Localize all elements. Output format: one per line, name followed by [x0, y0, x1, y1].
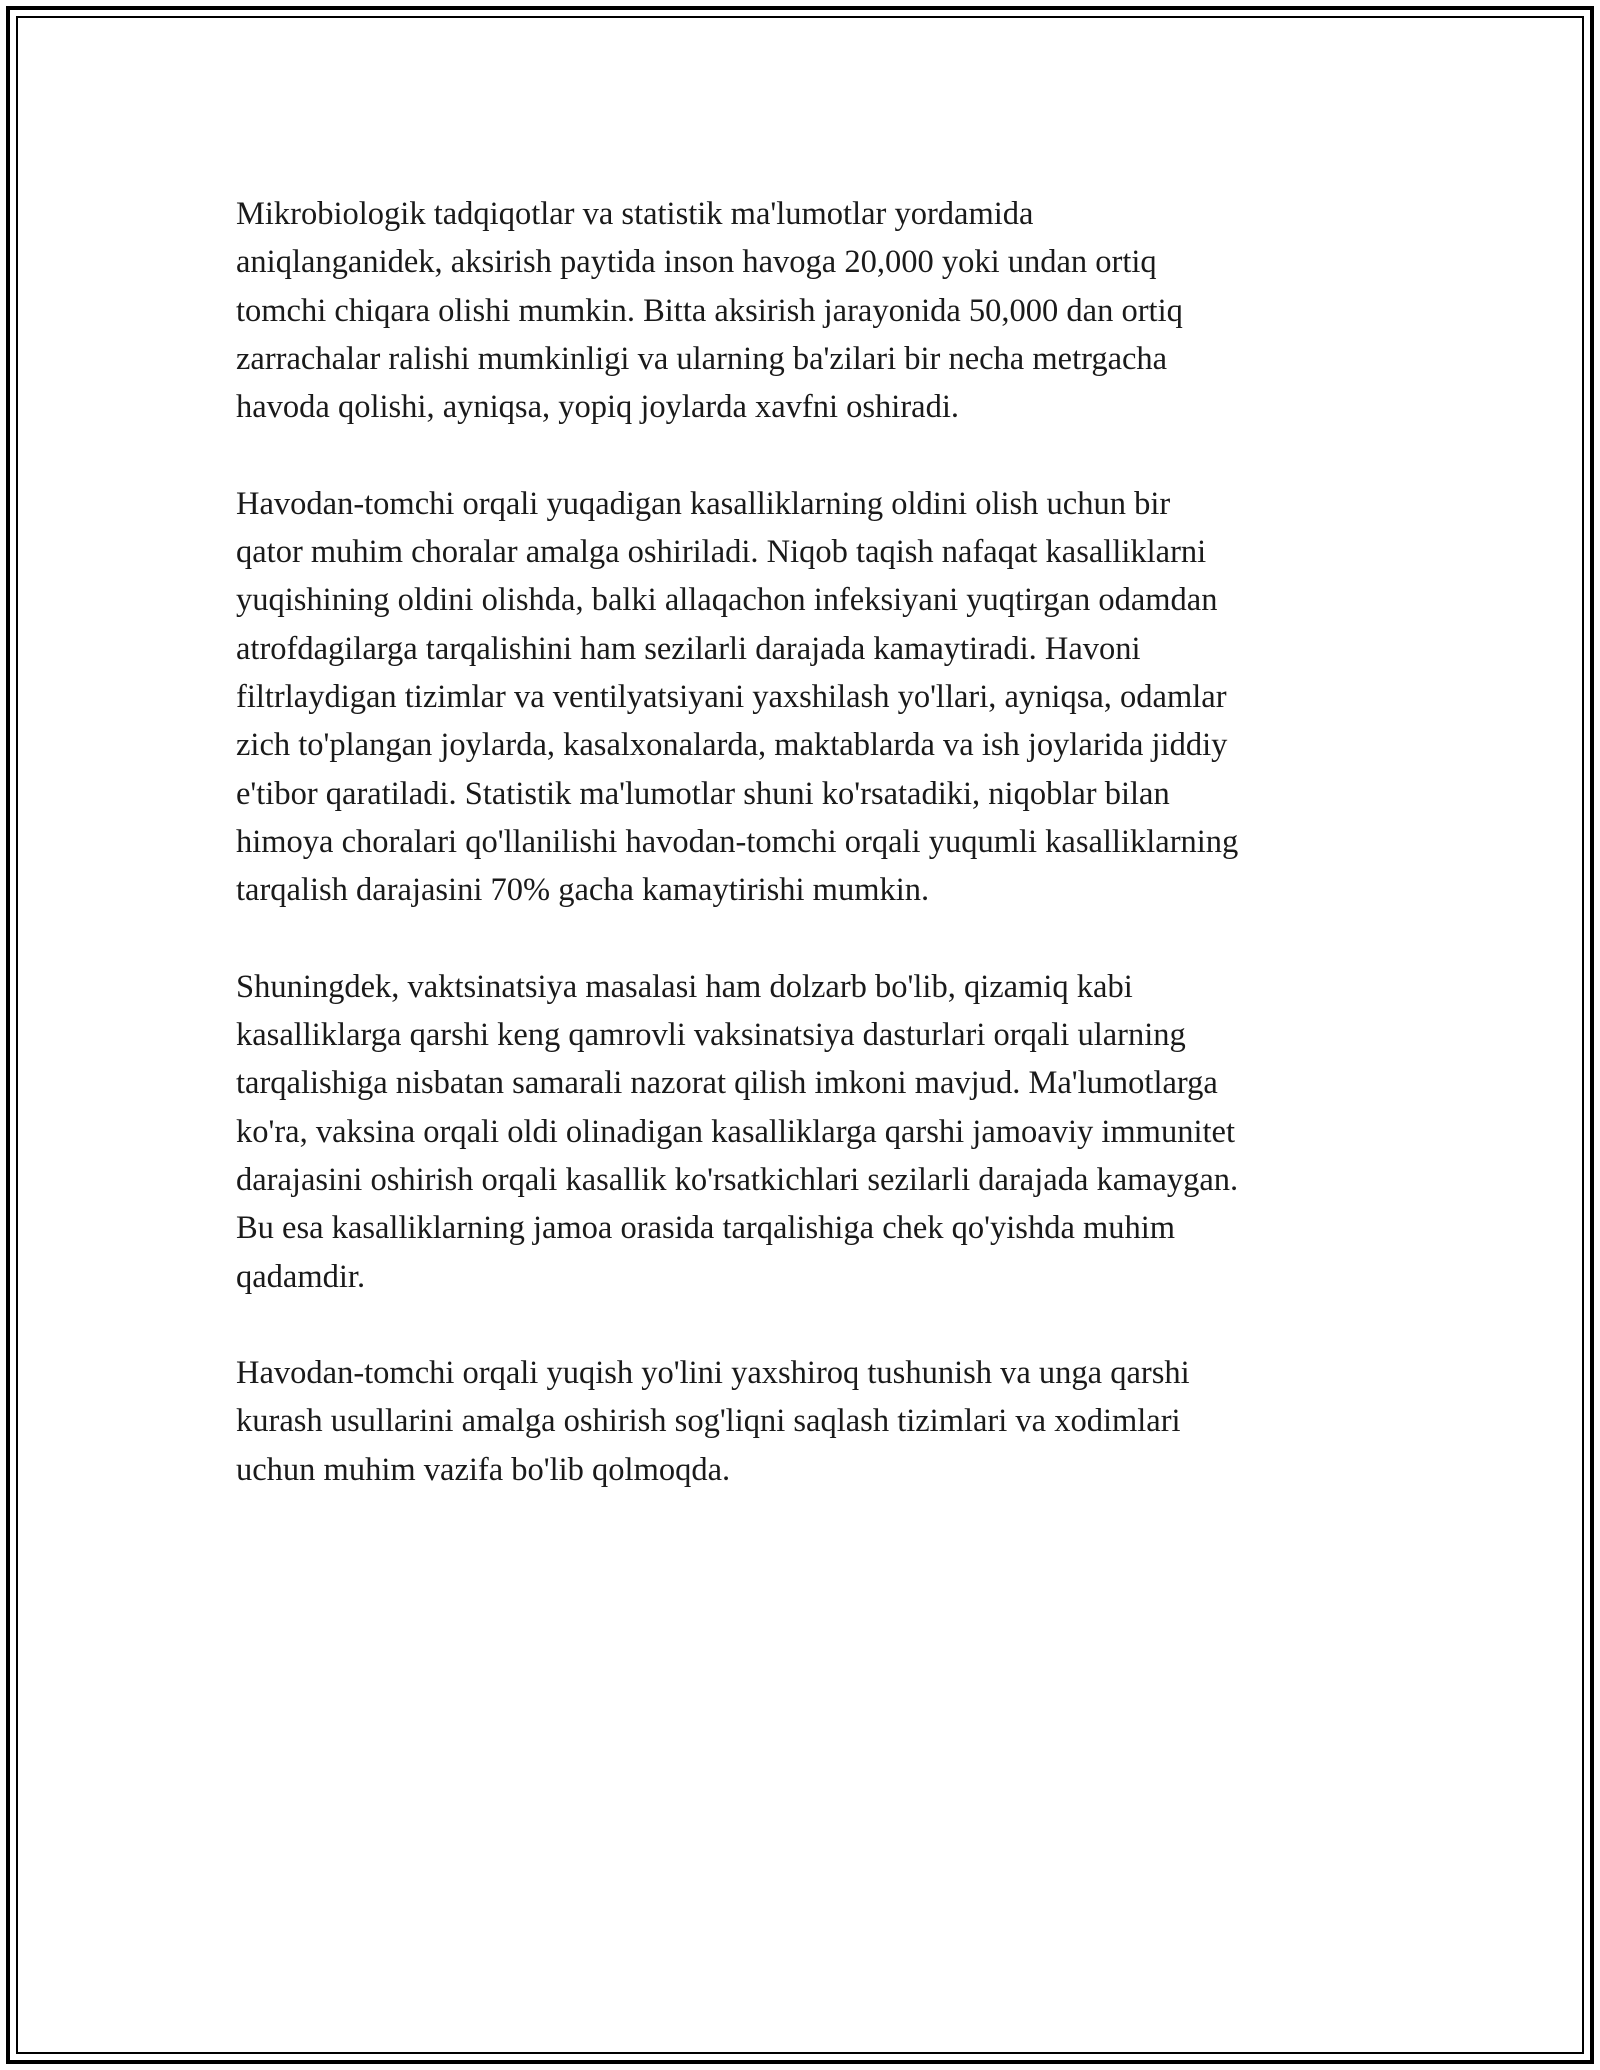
paragraph-line: aniqlanganidek, aksirish paytida inson havoga 20,000 yoki undan ortiq — [236, 244, 1157, 281]
paragraph-line: qadamdir. — [236, 1258, 366, 1295]
paragraph-line: filtrlaydigan tizimlar va ventilyatsiyani yaxshilash yo'llari, ayniqsa, odamlar — [236, 678, 1227, 715]
paragraph-line: Shuningdek, vaktsinatsiya masalasi ham dolzarb bo'lib, qizamiq kabi — [236, 968, 1133, 1005]
paragraph-line: tarqalishiga nisbatan samarali nazorat qilish imkoni mavjud. Ma'lumotlarga — [236, 1065, 1218, 1102]
paragraph-line: Mikrobiologik tadqiqotlar va statistik ma'lumotlar yordamida — [236, 196, 1034, 232]
paragraph-line: zich to'plangan joylarda, kasalxonalarda, maktablarda va ish joylarida jiddiy — [236, 727, 1228, 764]
paragraph-line: havoda qolishi, ayniqsa, yopiq joylarda xavfni oshiradi. — [236, 389, 959, 426]
paragraph-line: yuqishining oldini olishda, balki allaqachon infeksiyani yuqtirgan odamdan — [236, 582, 1218, 619]
paragraph-line: zarrachalar ralishi mumkinligi va ularning ba'zilari bir necha metrgacha — [236, 340, 1168, 377]
paragraph-line: Havodan-tomchi orqali yuqish yo'lini yaxshiroq tushunish va unga qarshi — [236, 1355, 1190, 1392]
paragraph-line: uchun muhim vazifa bo'lib qolmoqda. — [236, 1451, 731, 1488]
paragraph-line: darajasini oshirish orqali kasallik ko'rsatkichlari sezilarli darajada kamaygan. — [236, 1161, 1239, 1198]
paragraph-3 — [236, 963, 1386, 1301]
paragraph-line: qator muhim choralar amalga oshiriladi. Niqob taqish nafaqat kasalliklarni — [236, 534, 1207, 571]
paragraph-2 — [236, 480, 1386, 915]
paragraph-4 — [236, 1349, 1386, 1494]
paragraph-line: tarqalish darajasini 70% gacha kamaytirishi mumkin. — [236, 872, 930, 909]
paragraph-line: Havodan-tomchi orqali yuqadigan kasalliklarning oldini olish uchun bir — [236, 485, 1171, 522]
paragraph-line: kasalliklarga qarshi keng qamrovli vaksinatsiya dasturlari orqali ularning — [236, 1017, 1186, 1054]
paragraph-line: kurash usullarini amalga oshirish sog'liqni saqlash tizimlari va xodimlari — [236, 1403, 1181, 1440]
paragraph-line: himoya choralari qo'llanilishi havodan-tomchi orqali yuqumli kasalliklarning — [236, 823, 1239, 860]
paragraph-line: tomchi chiqara olishi mumkin. Bitta aksirish jarayonida 50,000 dan ortiq — [236, 292, 1183, 329]
paragraph-line: ko'ra, vaksina orqali oldi olinadigan kasalliklarga qarshi jamoaviy immunitet — [236, 1113, 1235, 1150]
document-body — [236, 190, 1386, 1542]
paragraph-line: Bu esa kasalliklarning jamoa orasida tarqalishiga chek qo'yishda muhim — [236, 1210, 1176, 1247]
paragraph-line: atrofdagilarga tarqalishini ham sezilarli darajada kamaytiradi. Havoni — [236, 630, 1141, 667]
paragraph-1 — [236, 190, 1386, 431]
paragraph-line: e'tibor qaratiladi. Statistik ma'lumotlar shuni ko'rsatadiki, niqoblar bilan — [236, 775, 1170, 812]
